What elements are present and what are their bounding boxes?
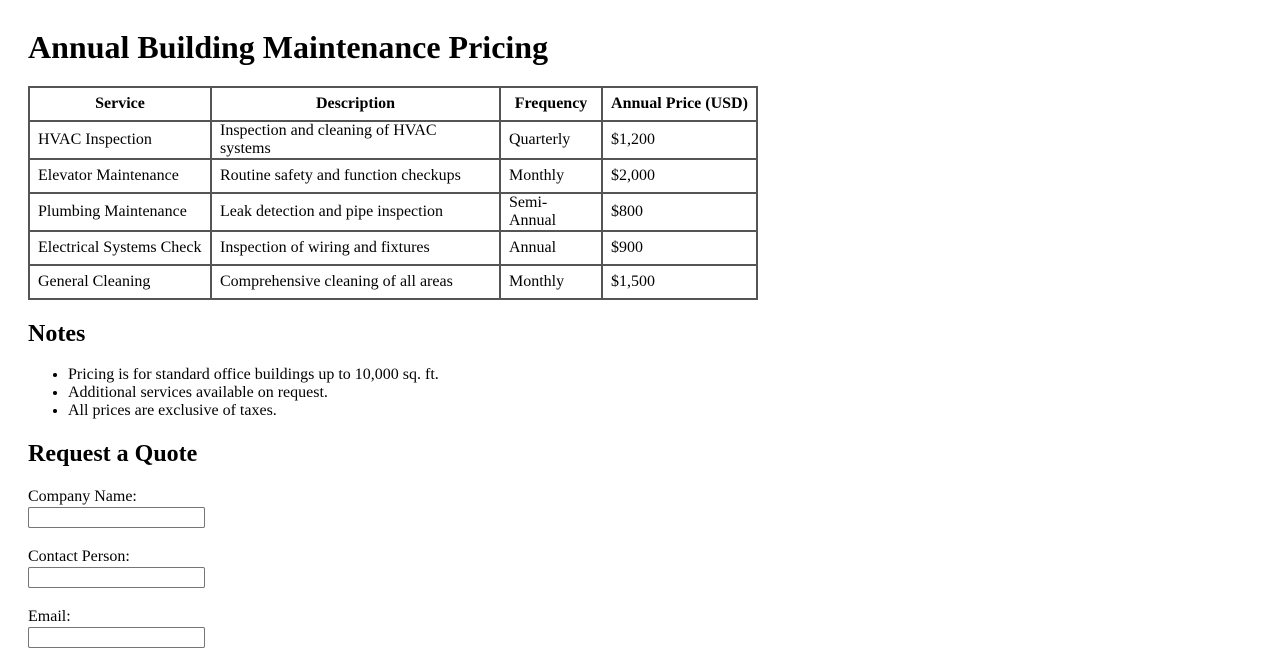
cell-price: $900 — [602, 231, 757, 265]
header-description: Description — [211, 87, 500, 121]
email-input[interactable] — [28, 627, 205, 648]
cell-service: Elevator Maintenance — [29, 159, 211, 193]
header-service: Service — [29, 87, 211, 121]
table-row — [29, 265, 757, 299]
cell-description: Comprehensive cleaning of all areas — [211, 265, 500, 299]
cell-price: $800 — [602, 193, 757, 231]
quote-form — [28, 488, 1250, 648]
cell-frequency: Monthly — [500, 159, 602, 193]
page-title: Annual Building Maintenance Pricing — [28, 29, 549, 65]
list-item: • Additional services available on request. — [68, 384, 1250, 402]
cell-service: General Cleaning — [29, 265, 211, 299]
cell-price: $1,200 — [602, 121, 757, 159]
cell-frequency: Annual — [500, 231, 602, 265]
pricing-table — [28, 86, 758, 300]
cell-price: $2,000 — [602, 159, 757, 193]
cell-description: Inspection of wiring and fixtures — [211, 231, 500, 265]
company-name-label: Company Name: — [28, 488, 137, 505]
table-row — [29, 193, 757, 231]
header-frequency: Frequency — [500, 87, 602, 121]
cell-description: Inspection and cleaning of HVAC systems — [211, 121, 500, 159]
cell-frequency: Quarterly — [500, 121, 602, 159]
email-label: Email: — [28, 608, 71, 625]
quote-heading: Request a Quote — [28, 441, 198, 467]
company-name-field-group — [28, 488, 1250, 528]
email-field-group — [28, 608, 1250, 648]
contact-person-input[interactable] — [28, 567, 205, 588]
table-row — [29, 231, 757, 265]
cell-description: Routine safety and function checkups — [211, 159, 500, 193]
table-header-row — [29, 87, 757, 121]
cell-service: Plumbing Maintenance — [29, 193, 211, 231]
notes-heading: Notes — [28, 321, 86, 347]
list-item: • Pricing is for standard office buildings up to 10,000 sq. ft. — [68, 366, 1250, 384]
cell-frequency: Monthly — [500, 265, 602, 299]
contact-person-field-group — [28, 548, 1250, 588]
list-item: • All prices are exclusive of taxes. — [68, 402, 1250, 420]
company-name-input[interactable] — [28, 507, 205, 528]
cell-description: Leak detection and pipe inspection — [211, 193, 500, 231]
header-annual-price: Annual Price (USD) — [602, 87, 757, 121]
cell-service: Electrical Systems Check — [29, 231, 211, 265]
table-row — [29, 159, 757, 193]
cell-price: $1,500 — [602, 265, 757, 299]
contact-person-label: Contact Person: — [28, 548, 130, 565]
cell-frequency: Semi-Annual — [500, 193, 602, 231]
table-row — [29, 121, 757, 159]
cell-service: HVAC Inspection — [29, 121, 211, 159]
notes-list — [28, 366, 1250, 420]
